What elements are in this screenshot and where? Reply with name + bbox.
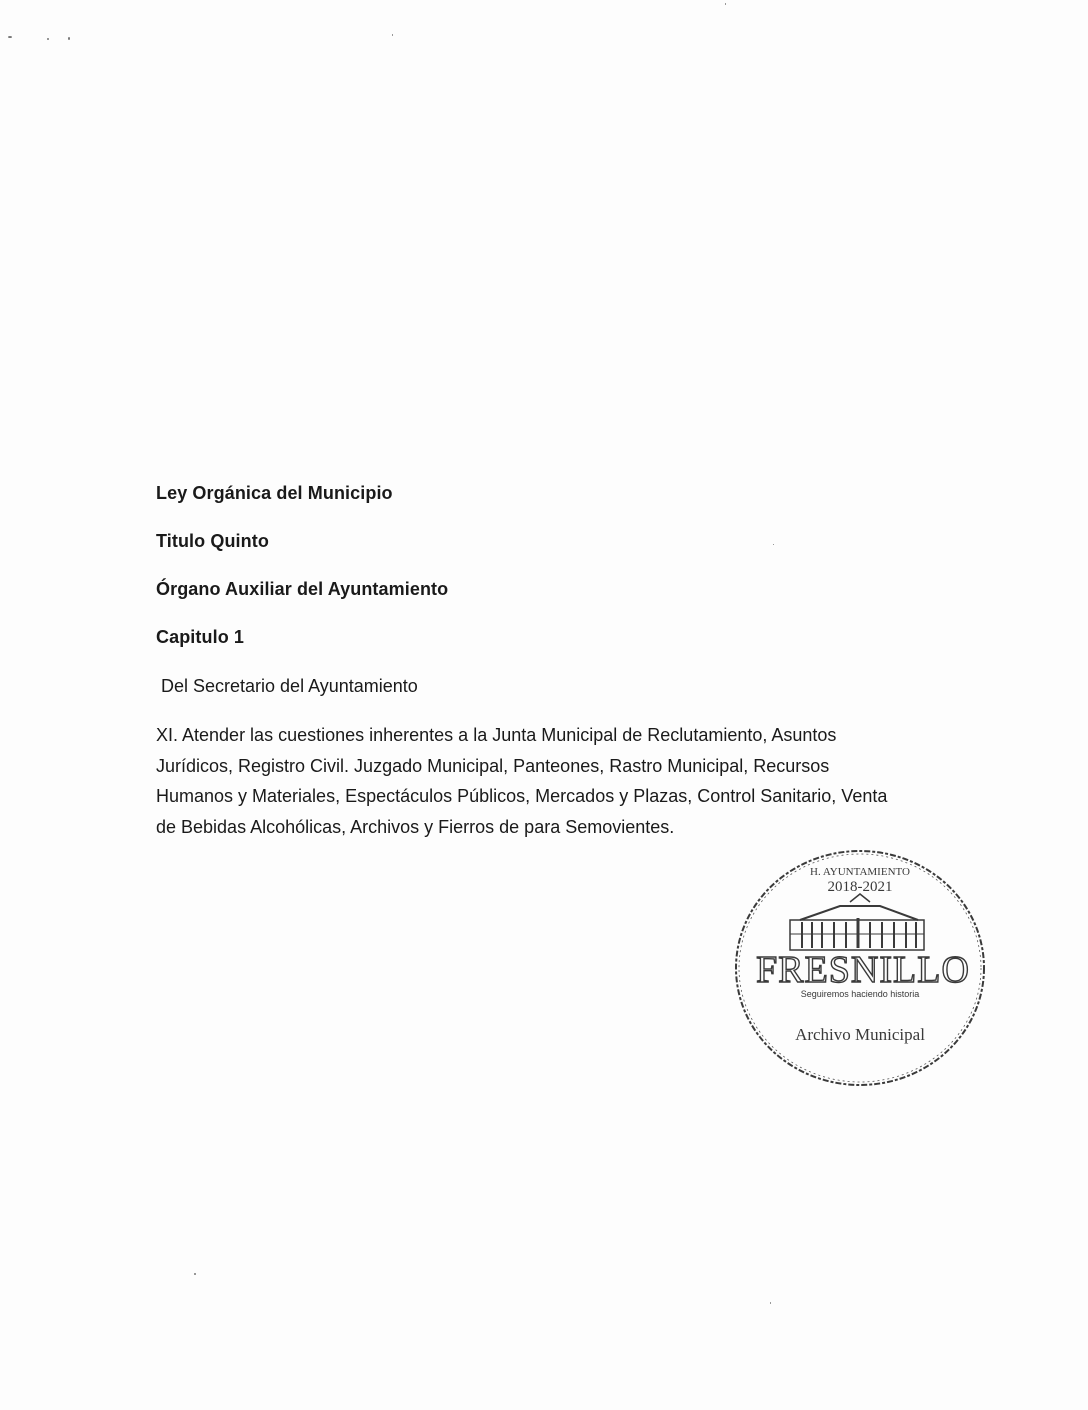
seal-city-name: FRESNILLO	[756, 949, 970, 991]
section-subheading: Del Secretario del Ayuntamiento	[161, 676, 418, 696]
body-line: Humanos y Materiales, Espectáculos Públicos, Mercados y Plazas, Control Sanitario, Venta	[156, 786, 888, 806]
seal-years: 2018-2021	[827, 879, 893, 895]
seal-slogan: Seguiremos haciendo historia	[800, 989, 920, 999]
body-line: de Bebidas Alcohólicas, Archivos y Fierros de para Semovientes.	[156, 816, 675, 837]
organ-heading: Órgano Auxiliar del Ayuntamiento	[156, 579, 449, 599]
seal-department: Archivo Municipal	[795, 1025, 925, 1044]
scan-speck	[392, 34, 393, 36]
seal-graphic	[730, 842, 992, 1092]
seal-top-text: H. AYUNTAMIENTO	[810, 866, 910, 878]
body-paragraph	[156, 720, 956, 842]
body-line: XI. Atender las cuestiones inherentes a la Junta Municipal de Reclutamiento, Asuntos	[156, 725, 837, 745]
scan-speck	[194, 1273, 196, 1275]
scan-speck	[8, 36, 12, 38]
chapter-heading: Capitulo 1	[156, 627, 245, 647]
scan-speck	[725, 3, 726, 5]
title-heading: Titulo Quinto	[156, 531, 269, 551]
scan-speck	[68, 37, 70, 40]
scan-speck	[47, 38, 49, 40]
building-emblem-icon	[790, 894, 924, 950]
archive-seal-stamp	[730, 842, 992, 1092]
body-line: Jurídicos, Registro Civil. Juzgado Municipal, Panteones, Rastro Municipal, Recursos	[156, 755, 830, 776]
scan-speck	[773, 544, 774, 545]
scan-speck	[770, 1302, 771, 1304]
law-heading: Ley Orgánica del Municipio	[156, 483, 393, 503]
